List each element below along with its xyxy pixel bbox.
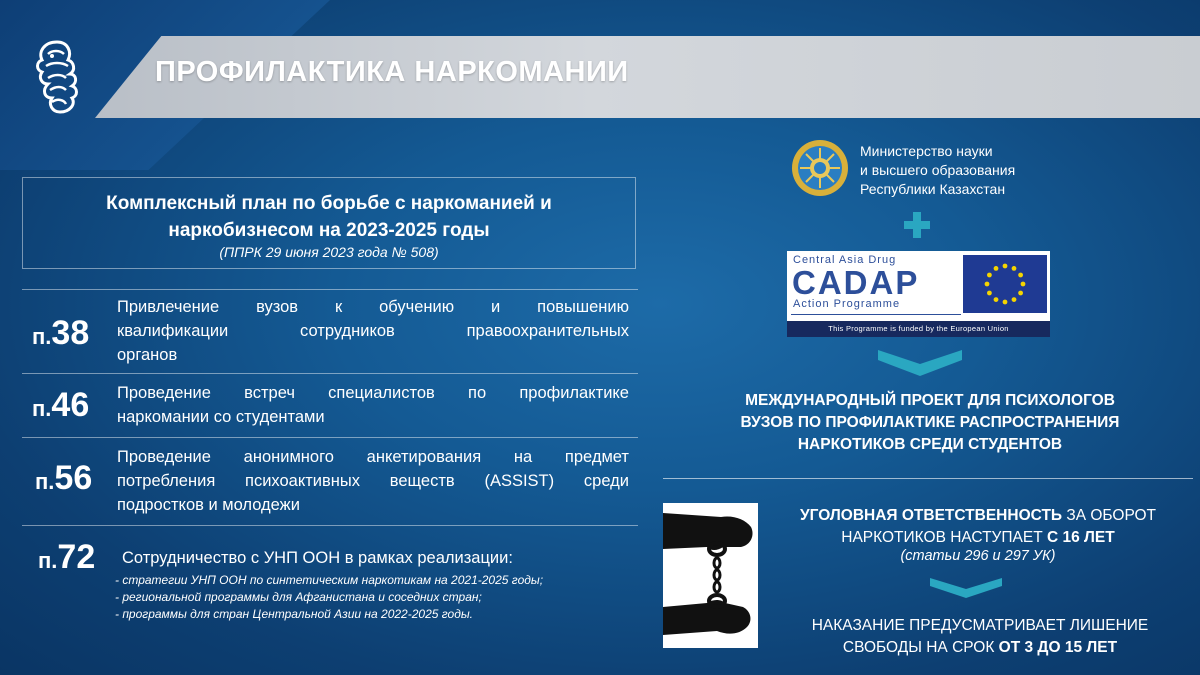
punishment-term: ОТ 3 ДО 15 ЛЕТ xyxy=(998,639,1118,656)
divider xyxy=(22,289,638,290)
criminal-bold: УГОЛОВНАЯ ОТВЕТСТВЕННОСТЬ xyxy=(800,507,1063,524)
eu-star-icon xyxy=(1003,264,1008,269)
sub-item: - программы для стран Центральной Азии на 2022-2025 годы. xyxy=(115,607,474,621)
eu-star-icon xyxy=(1012,297,1017,302)
divider xyxy=(22,437,638,438)
plan-title-line1: Комплексный план по борьбе с наркоманией и xyxy=(106,193,552,214)
handcuffs-icon xyxy=(663,503,758,648)
eu-star-icon xyxy=(994,266,999,271)
item-line: органов xyxy=(117,346,178,364)
item-number-56 xyxy=(35,459,92,498)
item-sub-list xyxy=(115,572,543,623)
item-text-46 xyxy=(117,381,629,429)
item-number: 72 xyxy=(57,538,96,576)
plus-icon xyxy=(904,212,930,238)
eu-star-icon xyxy=(1018,273,1023,278)
item-prefix: п. xyxy=(32,324,52,349)
intl-line: МЕЖДУНАРОДНЫЙ ПРОЕКТ ДЛЯ ПСИХОЛОГОВ xyxy=(745,392,1115,409)
criminal-liability-text xyxy=(768,505,1188,549)
item-prefix: п. xyxy=(38,548,58,573)
punishment-line: СВОБОДЫ НА СРОК xyxy=(842,639,999,656)
ministry-line: Министерство науки xyxy=(860,143,993,159)
eu-star-icon xyxy=(1021,282,1026,287)
ministry-name xyxy=(860,142,1015,199)
item-line: Сотрудничество с УНП ООН в рамках реализации: xyxy=(122,549,513,567)
divider xyxy=(22,525,638,526)
eu-star-icon xyxy=(1012,266,1017,271)
eu-star-icon xyxy=(1003,300,1008,305)
eu-star-icon xyxy=(994,297,999,302)
chevron-down-icon xyxy=(930,578,1002,598)
item-number: 38 xyxy=(51,314,90,352)
divider xyxy=(22,373,638,374)
item-line: Проведение анонимного анкетирования на предмет xyxy=(117,448,629,466)
criminal-text: ЗА ОБОРОТ xyxy=(1062,507,1156,524)
ministry-line: Республики Казахстан xyxy=(860,181,1006,197)
plan-title-line2: наркобизнесом на 2023-2025 годы xyxy=(168,220,490,241)
eu-star-icon xyxy=(987,291,992,296)
item-line: потребления психоактивных веществ (ASSIST) среди xyxy=(117,472,629,490)
cadap-top-text: Central Asia Drug xyxy=(793,254,897,266)
item-number-72 xyxy=(38,538,95,577)
cadap-funded-text: This Programme is funded by the European Union xyxy=(787,321,1050,337)
item-prefix: п. xyxy=(35,469,55,494)
item-line: наркомании со студентами xyxy=(117,408,325,426)
chevron-down-icon xyxy=(878,350,962,376)
item-line: Проведение встреч специалистов по профилактике xyxy=(117,384,629,402)
kazakhstan-emblem-icon xyxy=(790,138,850,198)
eu-star-icon xyxy=(985,282,990,287)
criminal-age: С 16 ЛЕТ xyxy=(1047,529,1115,546)
item-prefix: п. xyxy=(32,396,52,421)
intl-line: НАРКОТИКОВ СРЕДИ СТУДЕНТОВ xyxy=(797,436,1063,453)
item-number: 56 xyxy=(54,459,93,497)
eu-star-icon xyxy=(1018,291,1023,296)
ministry-line: и высшего образования xyxy=(860,162,1016,178)
item-text-72 xyxy=(122,546,642,570)
intl-line: ВУЗОВ ПО ПРОФИЛАКТИКЕ РАСПРОСТРАНЕНИЯ xyxy=(740,414,1120,431)
cadap-logo xyxy=(787,251,1050,337)
item-text-38 xyxy=(117,295,629,367)
divider xyxy=(663,478,1193,479)
item-line: подростков и молодежи xyxy=(117,496,300,514)
cadap-name: CADAP xyxy=(792,264,920,301)
punishment-text xyxy=(768,615,1192,659)
punishment-line: НАКАЗАНИЕ ПРЕДУСМАТРИВАЕТ ЛИШЕНИЕ xyxy=(811,617,1149,634)
criminal-text: НАРКОТИКОВ НАСТУПАЕТ xyxy=(841,529,1047,546)
eu-flag-icon xyxy=(963,255,1047,313)
plan-box xyxy=(22,177,636,269)
cadap-programme: Action Programme xyxy=(793,298,901,310)
eu-star-icon xyxy=(987,273,992,278)
item-line: квалификации сотрудников правоохранительных xyxy=(117,322,629,340)
sub-item: - региональной программы для Афганистана и соседних стран; xyxy=(115,590,482,604)
item-number-38 xyxy=(32,314,89,353)
item-number: 46 xyxy=(51,386,90,424)
intl-project-text xyxy=(680,390,1180,456)
plan-subtitle: (ППРК 29 июня 2023 года № 508) xyxy=(219,244,439,260)
page-title: ПРОФИЛАКТИКА НАРКОМАНИИ xyxy=(155,56,629,88)
snow-leopard-logo-icon xyxy=(30,38,84,118)
item-line: Привлечение вузов к обучению и повышению xyxy=(117,298,629,316)
item-text-56 xyxy=(117,445,629,517)
plan-title xyxy=(23,190,635,244)
criminal-articles: (статьи 296 и 297 УК) xyxy=(900,548,1056,564)
item-number-46 xyxy=(32,386,89,425)
sub-item: - стратегии УНП ООН по синтетическим наркотикам на 2021-2025 годы; xyxy=(115,573,544,587)
